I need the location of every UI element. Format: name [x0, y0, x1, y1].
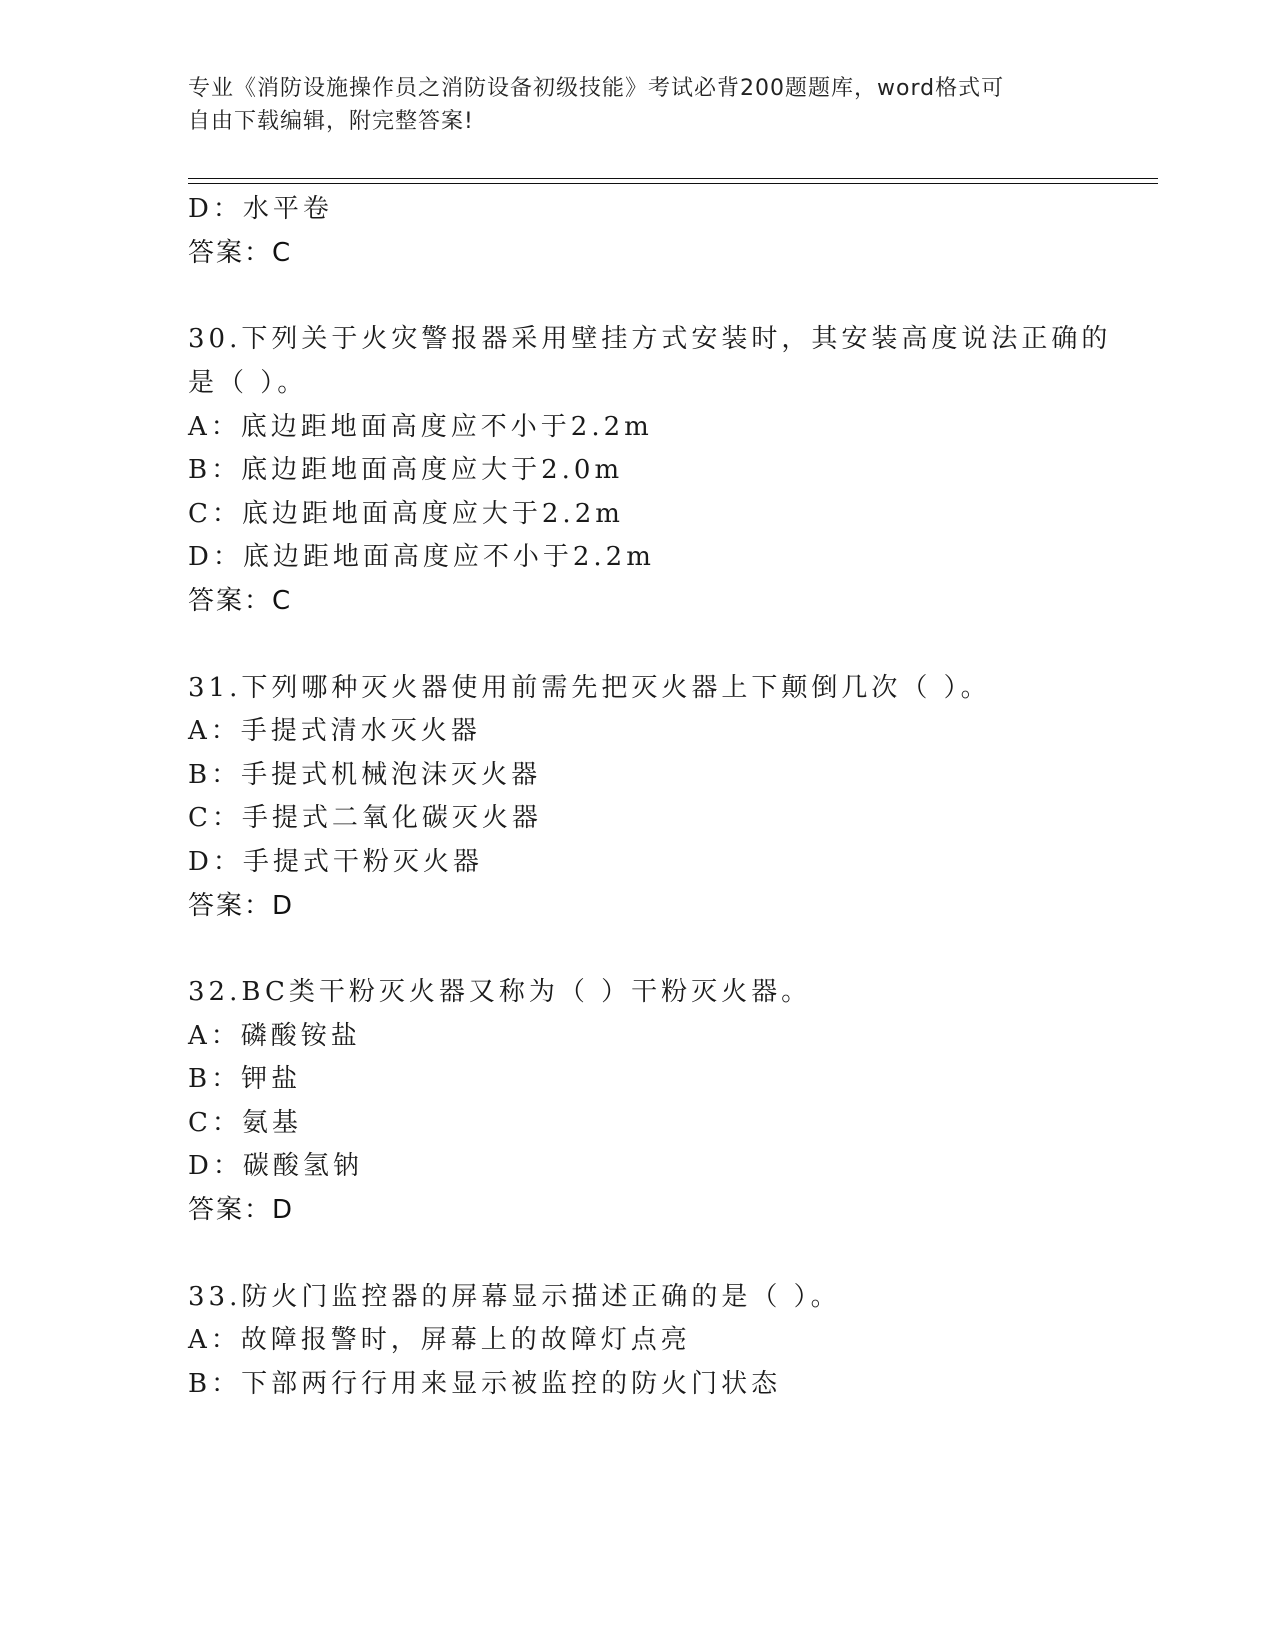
question-31-option-b: B：手提式机械泡沫灭火器 — [188, 760, 542, 790]
header-divider-bottom — [188, 183, 1158, 184]
question-31-option-d: D：手提式干粉灭火器 — [188, 847, 483, 877]
question-33-stem: 33.防火门监控器的屏幕显示描述正确的是（ ）。 — [188, 1282, 841, 1312]
prev-answer: 答案：C — [188, 238, 293, 268]
question-32-option-b: B：钾盐 — [188, 1064, 302, 1094]
question-32-option-c: C：氨基 — [188, 1108, 302, 1138]
question-31-stem: 31.下列哪种灭火器使用前需先把灭火器上下颠倒几次（ ）。 — [188, 673, 991, 703]
question-33-option-a: A：故障报警时，屏幕上的故障灯点亮 — [188, 1325, 691, 1355]
question-32-option-d: D：碳酸氢钠 — [188, 1151, 363, 1181]
question-30-stem-line-2: 是（ ）。 — [188, 368, 308, 398]
question-30-option-c: C：底边距地面高度应大于2.2m — [188, 499, 624, 529]
page-header — [188, 72, 1088, 138]
prev-option-d: D：水平卷 — [188, 194, 333, 224]
question-31-option-c: C：手提式二氧化碳灭火器 — [188, 803, 542, 833]
header-title-line-2: 自由下载编辑，附完整答案! — [188, 109, 474, 134]
question-32-answer: 答案：D — [188, 1195, 295, 1225]
question-30-option-b: B：底边距地面高度应大于2.0m — [188, 455, 624, 485]
question-30-answer: 答案：C — [188, 586, 293, 616]
question-30-option-a: A：底边距地面高度应不小于2.2m — [188, 412, 653, 442]
question-33-option-b: B：下部两行行用来显示被监控的防火门状态 — [188, 1369, 782, 1399]
question-32-stem: 32.BC类干粉灭火器又称为（ ）干粉灭火器。 — [188, 977, 812, 1007]
question-31-answer: 答案：D — [188, 891, 295, 921]
question-31-option-a: A：手提式清水灭火器 — [188, 716, 481, 746]
question-30-stem-line-1: 30.下列关于火灾警报器采用壁挂方式安装时，其安装高度说法正确的 — [188, 324, 1112, 354]
header-title-line-1: 专业《消防设施操作员之消防设备初级技能》考试必背200题题库，word格式可 — [188, 76, 1005, 101]
question-32-option-a: A：磷酸铵盐 — [188, 1021, 361, 1051]
question-30-option-d: D：底边距地面高度应不小于2.2m — [188, 542, 655, 572]
header-divider-top — [188, 178, 1158, 179]
